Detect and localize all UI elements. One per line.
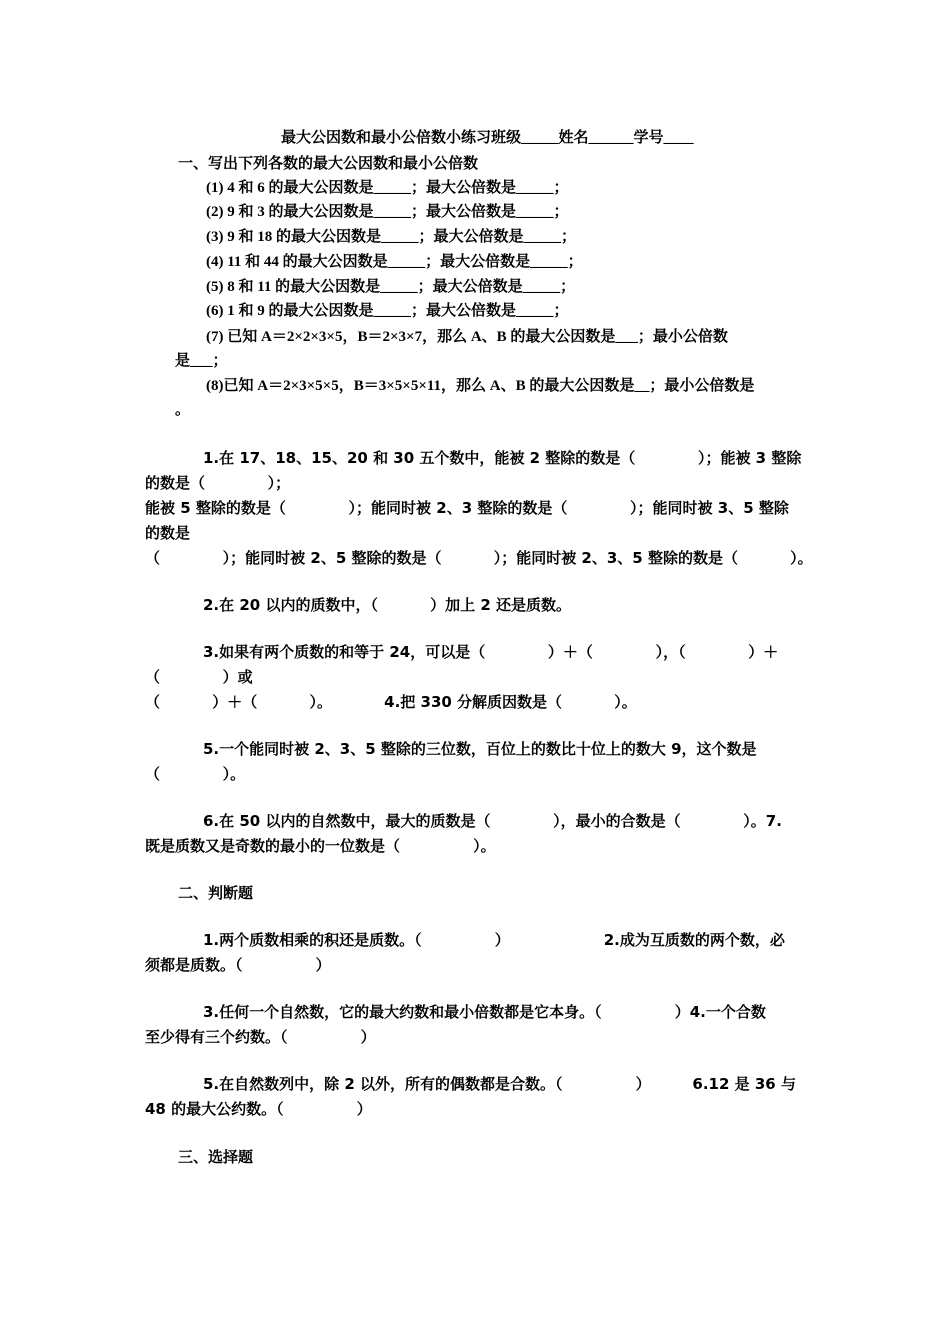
judge-q3-line2: 至少得有三个约数。（ ） <box>145 1028 376 1046</box>
page-title: 最大公因数和最小公倍数小练习班级_____姓名______学号____ <box>281 130 694 146</box>
judge-q3-line1: 3.任何一个自然数，它的最大约数和最小倍数都是它本身。（ ）4.一个合数 <box>203 1003 766 1021</box>
fill-q3-line3: （ ）＋（ ）。 4.把 330 分解质因数是（ ）。 <box>145 693 637 711</box>
judge-q5-line2: 48 的最大公约数。（ ） <box>145 1100 372 1118</box>
judge-q1-line1: 1.两个质数相乘的积还是质数。（ ） 2.成为互质数的两个数，必 <box>203 931 785 949</box>
gcd-item-6: (6) 1 和 9 的最大公因数是_____；最大公倍数是_____； <box>206 303 569 319</box>
gcd-item-8-cont: 。 <box>175 402 191 418</box>
fill-q3-line2: （ ）或 <box>145 668 253 686</box>
fill-q1-line1: 1.在 17、18、15、20 和 30 五个数中，能被 2 整除的数是（ ）；能被 3 整除 <box>203 449 802 467</box>
fill-q1-line3: 能被 5 整除的数是（ ）；能同时被 2、3 整除的数是（ ）；能同时被 3、5 整除 <box>145 499 789 517</box>
gcd-item-7: (7) 已知 A＝2×2×3×5，B＝2×3×7，那么 A、B 的最大公因数是___；最小公倍数 <box>206 329 728 345</box>
section1-heading: 一、写出下列各数的最大公因数和最小公倍数 <box>178 154 479 172</box>
gcd-item-1: (1) 4 和 6 的最大公因数是_____；最大公倍数是_____； <box>206 180 569 196</box>
section3-heading: 三、选择题 <box>178 1148 254 1166</box>
gcd-item-8: (8)已知 A＝2×3×5×5，B＝3×5×5×11，那么 A、B 的最大公因数是__；最小公倍数是 <box>206 378 755 394</box>
judge-q1-line2: 须都是质数。（ ） <box>145 956 331 974</box>
gcd-item-2: (2) 9 和 3 的最大公因数是_____；最大公倍数是_____； <box>206 204 569 220</box>
fill-q6-line2: 既是质数又是奇数的最小的一位数是（ ）。 <box>145 837 496 855</box>
fill-q5-line2: （ ）。 <box>145 765 246 783</box>
fill-q1-line5: （ ）；能同时被 2、5 整除的数是（ ）；能同时被 2、3、5 整除的数是（ ）。 <box>145 549 813 567</box>
gcd-item-4: (4) 11 和 44 的最大公因数是_____；最大公倍数是_____； <box>206 254 583 270</box>
fill-q2: 2.在 20 以内的质数中，（ ）加上 2 还是质数。 <box>203 596 572 614</box>
fill-q1-line4: 的数是 <box>145 524 191 542</box>
gcd-item-5: (5) 8 和 11 的最大公因数是_____；最大公倍数是_____； <box>206 279 576 295</box>
section2-heading: 二、判断题 <box>178 884 254 902</box>
gcd-item-7-cont: 是___； <box>175 353 228 369</box>
gcd-item-3: (3) 9 和 18 的最大公因数是_____；最大公倍数是_____； <box>206 229 576 245</box>
fill-q6-line1: 6.在 50 以内的自然数中，最大的质数是（ ），最小的合数是（ ）。7. <box>203 812 782 830</box>
fill-q1-line2: 的数是（ ）； <box>145 474 291 492</box>
judge-q5-line1: 5.在自然数列中，除 2 以外，所有的偶数都是合数。（ ） 6.12 是 36 与 <box>203 1075 796 1093</box>
fill-q3-line1: 3.如果有两个质数的和等于 24，可以是（ ）＋（ ），（ ）＋ <box>203 643 779 661</box>
fill-q5-line1: 5.一个能同时被 2、3、5 整除的三位数，百位上的数比十位上的数大 9，这个数是 <box>203 740 757 758</box>
